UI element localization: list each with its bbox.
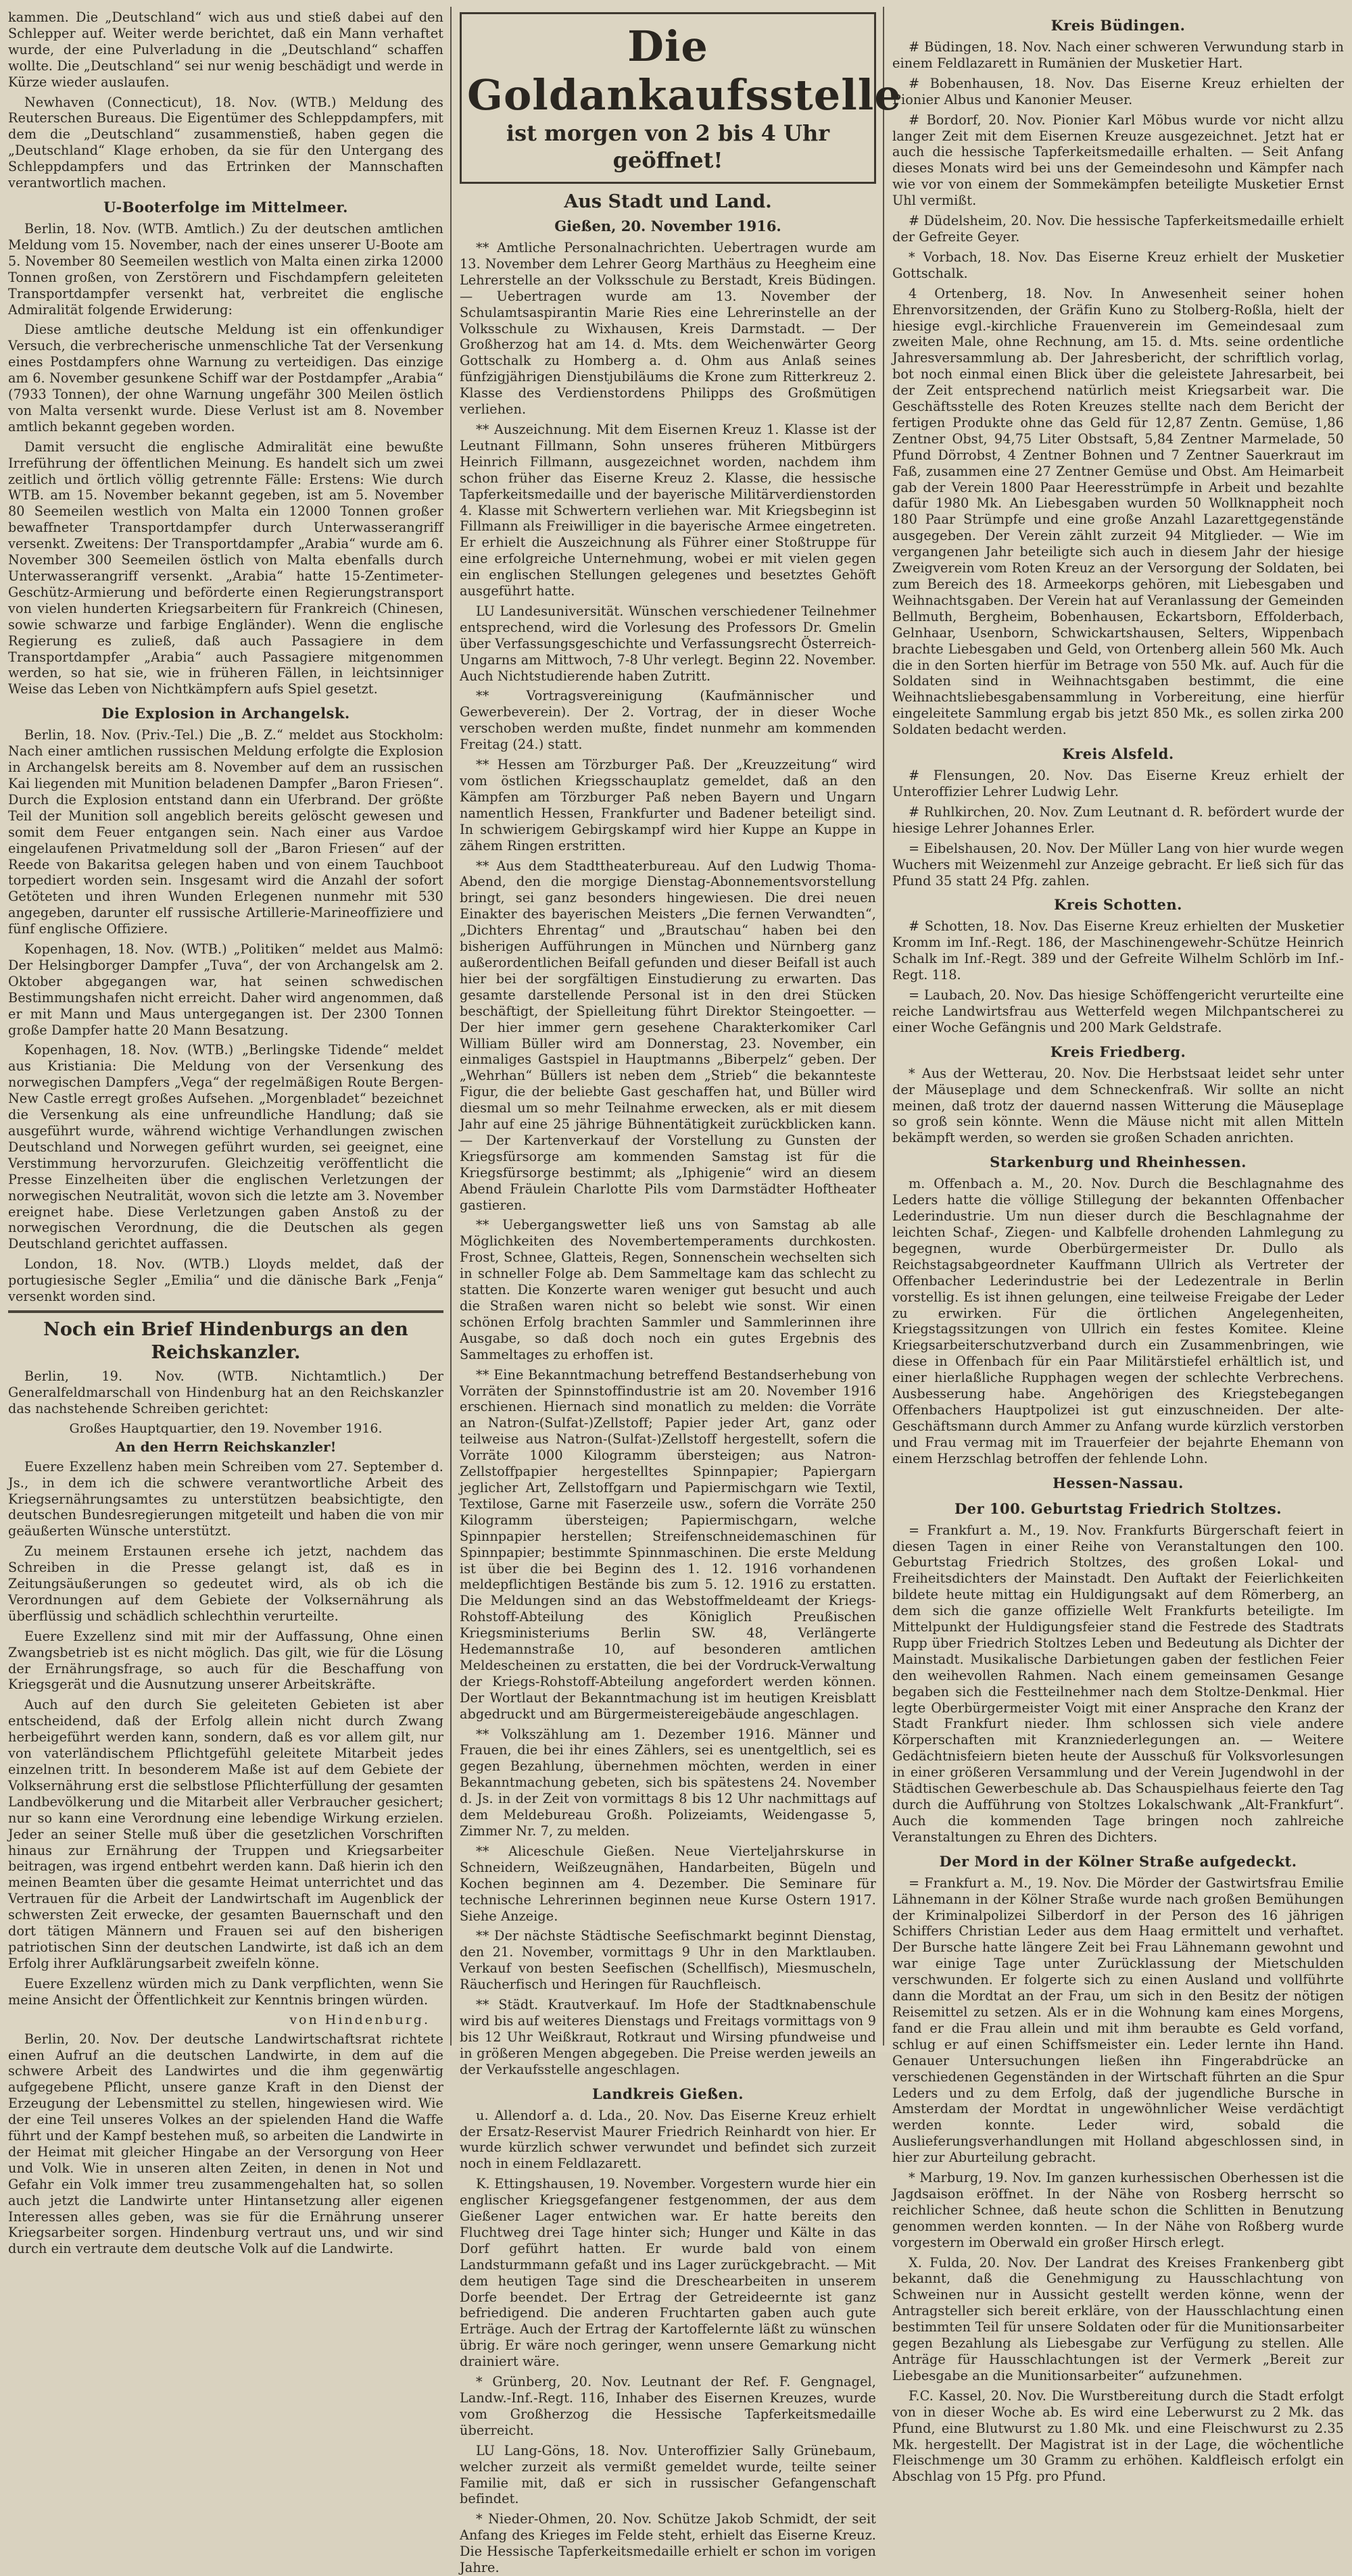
article-paragraph: X. Fulda, 20. Nov. Der Landrat des Kreises Frankenberg gibt bekannt, daß die Genehmigung zu Hausschlachtung von Schweinen nur in Aussicht gestellt werden könne, wenn der Antragsteller sich bereit erkläre, von der Hausschlachtung einen bestimmten Teil für unsere Soldaten oder für die Munitionsarbeiter gegen Bezahlung als Liebesgabe zur Verfügung zu stellen. Alle Anträge für Hausschlachtungen ist der Vermerk „Bereit zur Liebesgabe an die Munitionsarbeiter“ aufzunehmen. <box>892 2254 1344 2383</box>
article-paragraph: Euere Exzellenz würden mich zu Dank verpflichten, wenn Sie meine Ansicht der Öffentlichkeit zur Kenntnis bringen würden. <box>8 1975 443 2008</box>
article-paragraph: Berlin, 20. Nov. Der deutsche Landwirtschaftsrat richtete einen Aufruf an die deutschen Landwirte, in dem auf die schwere Arbeit des Landwirtes und die ihm gegenwärtig aufgegebene Pflicht, unsere ganze Kraft in den Dienst der Erzeugung der Lebensmittel zu stellen, hingewiesen wird. Wie der eine Teil unseres Volkes an der spielenden Hand die Waffe führt und der Kampf bestehen muß, so arbeiten die Landwirte in der Heimat mit gleicher Hingabe an der Versorgung von Heer und Volk. Wie in unseren alten Zeiten, in denen in Not und Gefahr ein Volk immer treu zusammengehalten hat, so sollen auch jetzt die Landwirte unter Hintansetzung aller eigenen Interessen alles geben, was sie für die Ernährung unserer Kriegsarbeiter sorgen. Hindenburg vertraut uns, und wir sind durch ein vertraute dem deutsche Volk auf die Landwirte. <box>8 2031 443 2257</box>
article-paragraph: = Eibelshausen, 20. Nov. Der Müller Lang von hier wurde wegen Wuchers mit Weizenmehl zur Anzeige gebracht. Er ließ sich für das Pfund 35 statt 24 Pfg. zahlen. <box>892 840 1344 889</box>
article-paragraph: ** Amtliche Personalnachrichten. Uebertragen wurde am 13. November dem Lehrer Georg Marthäus zu Heegheim eine Lehrerstelle an der Volksschule zu Berstadt, Kreis Büdingen. — Uebertragen wurde am 13. November der Schulamtsaspirantin Marie Ries eine Lehrerinstelle an der Volksschule zu Wixhausen, Kreis Darmstadt. — Der Großherzog hat am 14. d. Mts. dem Weichenwärter Georg Gottschalk zu Homberg a. d. Ohm aus Anlaß seines fünfzigjährigen Dienstjubiläums die Krone zum Ritterkreuz 2. Klasse des Verdienstordens Philipps des Großmütigen verliehen. <box>460 240 876 418</box>
article-paragraph: Euere Exzellenz sind mit mir der Auffassung, Ohne einen Zwangsbetrieb ist es nicht möglich. Das gilt, wie für die Lösung der Ernährungsfrage, so auch für die Beschaffung von Kriegsgerät und die Ausnutzung unserer Arbeitskräfte. <box>8 1628 443 1693</box>
article-paragraph: # Ruhlkirchen, 20. Nov. Zum Leutnant d. R. befördert wurde der hiesige Lehrer Johannes Erler. <box>892 803 1344 836</box>
article-paragraph: 4 Ortenberg, 18. Nov. In Anwesenheit seiner hohen Ehrenvorsitzenden, der Gräfin Kuno zu Stolberg-Roßla, hielt der hiesige evgl.-kirchliche Frauenverein im Gemeindesaal zum zweiten Male, ohne Rechnung, am 15. d. Mts. seine ordentliche Jahresversammlung ab. Der Jahresbericht, der schriftlich vorlag, bot noch einmal einen Blick über die geleistete Jahresarbeit, bei der Zeit entsprechend natürlich meist Kriegsarbeit war. Die Geschäftsstelle des Roten Kreuzes stellte nach dem Bericht der fertigen Produkte ohne das Geld für 12,87 Zentn. Gemüse, 1,86 Zentner Obst, 94,75 Liter Obstsaft, 5,84 Zentner Marmelade, 50 Pfund Dörrobst, 4 Zentner Bohnen und 7 Zentner Sauerkraut im Faß, zusammen eine 27 Zentner Gemüse und Obst. Am Heimarbeit gab der Verein 1800 Paar Heeresstrümpfe in Arbeit und bezahlte dafür 1980 Mk. An Liebesgaben wurden 50 Wollknappheit noch 180 Paar Strümpfe und eine große Anzahl Lazarettgegenstände ausgegeben. Der Verein zählt zurzeit 94 Mitglieder. — Wie im vergangenen Jahr beteiligte sich auch in diesem Jahr der hiesige Zweigverein vom Roten Kreuz an der Versorgung der Soldaten, bei zum Bereich des 18. Armeekorps gehören, mit Liebesgaben und Weihnachtsgaben. Der Verein hat auf Veranlassung der Gemeinden Bellmuth, Bergheim, Bobenhausen, Eckartsborn, Effolderbach, Gelnhaar, Usenborn, Schwickartshausen, Selters, Wippenbach brachte Liebesgaben und Geld, von Ortenberg allein 560 Mk. Auch die in den Sorten hierfür im Betrage von 550 Mk. auf. Auch für die Soldaten sind in Weihnachtsgaben bestimmt, die eine Weihnachtsliebesgabensammlung in Vorbereitung, eine hierfür eingeleitete Sammlung ergab bis jetzt 850 Mk., es sollen zirka 200 Soldaten bedacht werden. <box>892 285 1344 738</box>
column-left <box>0 0 452 2257</box>
article-paragraph: London, 18. Nov. (WTB.) Lloyds meldet, daß der portugiesische Segler „Emilia“ und die dänische Bark „Fenja“ versenkt worden sind. <box>8 1256 443 1305</box>
article-paragraph: Kopenhagen, 18. Nov. (WTB.) „Politiken“ meldet aus Malmö: Der Helsingborger Dampfer „Tuva“, der von Archangelsk am 2. Oktober abgegangen war, hat seinen schwedischen Bestimmungshafen nicht erreicht. Daher wird angenommen, daß er mit Mann und Maus untergegangen ist. Der 2300 Tonnen große Dampfer hatte 20 Mann Besatzung. <box>8 941 443 1038</box>
headline-kreis-friedberg: Kreis Friedberg. <box>1050 1043 1186 1060</box>
article-paragraph: Diese amtliche deutsche Meldung ist ein offenkundiger Versuch, die verbrecherische unmenschliche Tat der Versenkung eines Postdampfers ohne Warnung zu verteidigen. Das einzige am 6. November gesunkene Schiff war der Postdampfer „Arabia“ (7933 Tonnen), der ohne Warnung ungefähr 300 Meilen östlich von Malta versenkt wurde. Diese Verlust ist am 8. November amtlich bekannt gegeben worden. <box>8 322 443 435</box>
ad-title: Die Goldankaufsstelle <box>467 22 902 120</box>
article-paragraph: = Laubach, 20. Nov. Das hiesige Schöffengericht verurteilte eine reiche Landwirtsfrau aus Wetterfeld wegen Milchpantscherei zu einer Woche Gefängnis und 200 Mark Geldstrafe. <box>892 987 1344 1035</box>
article-paragraph: K. Ettingshausen, 19. November. Vorgestern wurde hier ein englischer Kriegsgefangener festgenommen, der aus dem Gießener Lager entwichen war. Er hatte bereits den Fluchtweg drei Tage hinter sich; Hunger und Kälte in das Dorf geführt hatten. Er wurde bald von einem Landsturmmann gefaßt und ins Lager zurückgebracht. — Mit dem heutigen Tage sind die Dreschearbeiten in unserem Dorfe beendet. Der Ertrag der Getreideernte ist ganz befriedigend. Die anderen Fruchtarten gaben auch gute Erträge. Auch der Ertrag der Kartoffelernte läßt zu wünschen übrig. Er wäre noch geringer, wenn unsere Gemarkung nicht drainiert wäre. <box>460 2176 876 2370</box>
dateline: Gießen, 20. November 1916. <box>554 218 781 234</box>
letter-dateline: Großes Hauptquartier, den 19. November 1916. <box>69 1420 383 1436</box>
article-paragraph: Newhaven (Connecticut), 18. Nov. (WTB.) Meldung des Reuterschen Bureaus. Die Eigentümer des Schleppdampfers, mit dem die „Deutschland“ zusammenstieß, haben gegen die „Deutschland“ Klage erhoben, da sie für den Untergang des Schleppdampfers und das Ertrinken der Mannschaften verantwortlich machen. <box>8 94 443 191</box>
article-paragraph: # Bordorf, 20. Nov. Pionier Karl Möbus wurde vor nicht allzu langer Zeit mit dem Eisernen Kreuze ausgezeichnet. Jetzt hat er auch die hessische Tapferkeitsmedaille erhalten. — Seit Anfang dieses Monats wird bei uns der Gemeindesohn und Kämpfer nach wie vor von einem der Sommekämpfen beteiligte Musketier Ernst Uhl vermißt. <box>892 112 1344 209</box>
article-paragraph: kammen. Die „Deutschland“ wich aus und stieß dabei auf den Schlepper auf. Weiter werde berichtet, daß ein Mann verhaftet wurde, der eine Pulverladung in die „Deutschland“ schaffen wollte. Die „Deutschland“ sei nur wenig beschädigt und werde in Kürze wieder auslaufen. <box>8 9 443 90</box>
article-paragraph: ** Auszeichnung. Mit dem Eisernen Kreuz 1. Klasse ist der Leutnant Fillmann, Sohn unseres früheren Mitbürgers Heinrich Fillmann, ausgezeichnet worden, nachdem ihm schon früher das Eiserne Kreuz 2. Klasse, die hessische Tapferkeitsmedaille und der bayerische Militärverdienstorden 4. Klasse mit Schwertern verliehen war. Mit Kriegsbeginn ist Fillmann als Freiwilliger in die bayerische Armee eingetreten. Er erhielt die Auszeichnung als Führer einer Stoßtruppe für eine erfolgreiche Unternehmung, wobei er mit vielen gegen ein englischen Stellungen gelegenes und besetztes Gehöft ausgeführt hatte. <box>460 421 876 599</box>
article-paragraph: # Schotten, 18. Nov. Das Eiserne Kreuz erhielten der Musketier Kromm im Inf.-Regt. 186, der Maschinengewehr-Schütze Heinrich Schalk im Inf.-Regt. 389 und der Gefreite Wilhelm Schlörb im Inf.-Regt. 118. <box>892 918 1344 983</box>
article-paragraph: ** Hessen am Törzburger Paß. Der „Kreuzzeitung“ wird vom östlichen Kriegsschauplatz gemeldet, daß an den Kämpfen am Törzburger Paß neben Bayern und Ungarn namentlich Hessen, Frankfurter und Badener beteiligt sind. In schwierigem Gebirgskampf wird hier Kuppe an Kuppe in zähem Ringen erstritten. <box>460 757 876 853</box>
article-paragraph: ** Aus dem Stadttheaterbureau. Auf den Ludwig Thoma-Abend, den die morgige Dienstag-Abonnementsvorstellung bringt, sei ganz besonders hingewiesen. Die drei neuen Einakter des bayerischen Meisters „Die fernen Verwandten“, „Dichters Ehrentag“ und „Brautschau“ haben bei den bisherigen Aufführungen in München und Nürnberg ganz außerordentlichen Beifall gefunden und dieser Beifall ist auch hier bei der sorgfältigen Einstudierung zu erwarten. Das gesamte darstellende Personal ist in den drei Stücken beschäftigt, der Spielleitung führt Direktor Steingoetter. — Der hier immer gern gesehene Charakterkomiker Carl William Büller wird am Donnerstag, 23. November, ein einmaliges Gastspiel in Hauptmanns „Biberpelz“ geben. Der „Wehrhan“ Büllers ist neben dem „Strieb“ die bekannteste Figur, die der beliebte Gast geschaffen hat, und Büller wird diesmal um so mehr Teilnahme erwecken, als er mit diesem Jahr auf eine 25 jährige Bühnentätigkeit zurückblicken kann. — Der Kartenverkauf der Vorstellung zu Gunsten der Kriegsfürsorge am kommenden Samstag ist für die Kriegsfürsorge bestimmt; als „Iphigenie“ wird an diesem Abend Fräulein Charlotte Pils vom Darmstädter Hoftheater gastieren. <box>460 858 876 1213</box>
section-divider <box>8 1310 443 1313</box>
article-paragraph: Berlin, 18. Nov. (WTB. Amtlich.) Zu der deutschen amtlichen Meldung vom 15. November, nach der eines unserer U-Boote am 5. November 80 Seemeilen westlich von Malta einen zirka 12000 Tonnen großen, von Zerstörern und Fischdampfern geleiteten Transportdampfer versenkt hat, verbreitet die englische Admiralität folgende Erwiderung: <box>8 220 443 318</box>
headline-hessen-nassau: Hessen-Nassau. <box>1053 1474 1184 1491</box>
article-paragraph: Berlin, 18. Nov. (Priv.-Tel.) Die „B. Z.“ meldet aus Stockholm: Nach einer amtlichen russischen Meldung erfolgte die Explosion in Archangelsk bereits am 8. November auf dem an russischen Kai liegenden mit Munition beladenen Dampfer „Baron Friesen“. Durch die Explosion entstand dann ein Uferbrand. Der größte Teil der Munition soll angeblich bereits gelöscht gewesen und somit dem Feuer entgangen sein. Nach einer aus Vardoe eingelaufenen Privatmeldung soll der „Baron Friesen“ auf der Reede von Bakaritsa gelegen haben und von einem Tauchboot torpediert worden sein. Insgesamt wird die Anzahl der sofort Getöteten und ihren Wunden Erlegenen nunmehr mit 530 angegeben, darunter elf russische Artillerie-Marineoffiziere und fünf englische Offiziere. <box>8 727 443 937</box>
article-paragraph: Berlin, 19. Nov. (WTB. Nichtamtlich.) Der Generalfeldmarschall von Hindenburg hat an den Reichskanzler das nachstehende Schreiben gerichtet: <box>8 1368 443 1416</box>
column-right <box>884 0 1352 2485</box>
headline-landkreis-giessen: Landkreis Gießen. <box>592 2085 744 2102</box>
article-paragraph: ** Aliceschule Gießen. Neue Vierteljahrskurse in Schneidern, Weißzeugnähen, Handarbeiten, Bügeln und Kochen beginnen am 4. Dezember. Die Seminare für technische Lehrerinnen beginnen neue Kurse Ostern 1917. Siehe Anzeige. <box>460 1843 876 1924</box>
article-paragraph: u. Allendorf a. d. Lda., 20. Nov. Das Eiserne Kreuz erhielt der Ersatz-Reservist Maurer Friedrich Reinhardt von hier. Er wurde kürzlich schwer verwundet und befindet sich zurzeit noch in einem Feldlazarett. <box>460 2107 876 2172</box>
ad-subtitle: ist morgen von 2 bis 4 Uhr geöffnet! <box>506 120 830 173</box>
headline-stoltze: Der 100. Geburtstag Friedrich Stoltzes. <box>954 1500 1282 1517</box>
headline-kreis-schotten: Kreis Schotten. <box>1054 896 1182 914</box>
headline-mord: Der Mord in der Kölner Straße aufgedeckt. <box>939 1852 1297 1870</box>
article-paragraph: * Vorbach, 18. Nov. Das Eiserne Kreuz erhielt der Musketier Gottschalk. <box>892 249 1344 281</box>
article-paragraph: F.C. Kassel, 20. Nov. Die Wurstbereitung durch die Stadt erfolgt von in dieser Woche ab. Es wird eine Leberwurst zu 2 Mk. das Pfund, eine Blutwurst zu 1.80 Mk. und eine Fleischwurst zu 2.35 Mk. hergestellt. Der Magistrat ist in der Lage, die wöchentliche Fleischmenge um 30 Gramm zu erhöhen. Kaldfleisch erfolgt ein Abschlag von 15 Pfg. pro Pfund. <box>892 2387 1344 2485</box>
article-paragraph: ** Eine Bekanntmachung betreffend Bestandserhebung von Vorräten der Spinnstoffindustrie ist am 20. November 1916 erschienen. Hiernach sind monatlich zu melden: die Vorräte an Natron-(Sulfat-)Zellstoff; Papier jeder Art, ganz oder teilweise aus Natron-(Sulfat-)Zellstoff hergestellt, sofern die Vorräte 1000 Kilogramm übersteigen; aus Natron-Zellstoffpapier hergestelltes Spinnpapier; Papiergarn jeglicher Art, Zellstoffgarn und Papiermischgarn wie Textil, Textilose, Garne mit Faserzeile usw., sofern die Vorräte 250 Kilogramm übersteigen; Papiermischgarn, welche Spinnpapier herstellen; Streifenschneidemaschinen für Spinnpapier; bestimmte Spinnmaschinen. Die erste Meldung ist über die bei Beginn des 1. 12. 1916 vorhandenen meldepflichtigen Bestände bis zum 5. 12. 1916 zu erstatten. Die Meldungen sind an das Webstoffmeldeamt der Kriegs-Rohstoff-Abteilung des Königlich Preußischen Kriegsministeriums Berlin SW. 48, Verlängerte Hedemannstraße 10, auf besonderen amtlichen Meldescheinen zu erstatten, die bei der Vordruck-Verwaltung der Kriegs-Rohstoff-Abteilung angefordert werden können. Der Wortlaut der Bekanntmachung ist im heutigen Kreisblatt abgedruckt und am Bürgermeistereigebäude angeschlagen. <box>460 1366 876 1722</box>
article-paragraph: * Nieder-Ohmen, 20. Nov. Schütze Jakob Schmidt, der seit Anfang des Krieges im Felde steht, erhielt das Eiserne Kreuz. Die Hessische Tapferkeitsmedaille erhielt er schon im vorigen Jahre. <box>460 2511 876 2576</box>
headline-kreis-buedingen: Kreis Büdingen. <box>1051 17 1186 34</box>
article-paragraph: * Aus der Wetterau, 20. Nov. Die Herbstsaat leidet sehr unter der Mäuseplage und dem Schneckenfraß. Wir sollte an nicht meinen, daß trotz der dauernd nassen Witterung die Mäuseplage so groß sein könnte. Wenn die Mäuse nicht mit allen Mitteln bekämpft werden, so werden sie großen Schaden anrichten. <box>892 1065 1344 1146</box>
article-paragraph: # Flensungen, 20. Nov. Das Eiserne Kreuz erhielt der Unteroffizier Lehrer Ludwig Lehr. <box>892 768 1344 799</box>
article-paragraph: ** Der nächste Städtische Seefischmarkt beginnt Dienstag, den 21. November, vormittags 9 Uhr in den Marktlauben. Verkauf von besten Seefischen (Schellfisch), Miesmuscheln, Räucherfisch und Heringen für Rauchfleisch. <box>460 1928 876 1993</box>
advertisement-box <box>460 12 902 184</box>
headline-kreis-alsfeld: Kreis Alsfeld. <box>1062 745 1174 763</box>
article-paragraph: # Büdingen, 18. Nov. Nach einer schweren Verwundung starb in einem Feldlazarett in Rumänien der Musketier Hart. <box>892 39 1344 71</box>
letter-salutation: An den Herrn Reichskanzler! <box>115 1438 337 1455</box>
article-paragraph: Euere Exzellenz haben mein Schreiben vom 27. September d. Js., in dem ich die schwere verantwortliche Arbeit des Kriegsernährungsamtes zu unterstützen beabsichtigte, den deutschen Bundesregierungen mitgeteilt und haben die von mir geäußerten Wünsche unterstützt. <box>8 1458 443 1539</box>
letter-signature: von Hindenburg. <box>289 2012 430 2027</box>
article-paragraph: # Düdelsheim, 20. Nov. Die hessische Tapferkeitsmedaille erhielt der Gefreite Geyer. <box>892 213 1344 245</box>
article-paragraph: Kopenhagen, 18. Nov. (WTB.) „Berlingske Tidende“ meldet aus Kristiania: Die Meldung von der Versenkung des norwegischen Dampfers „Vega“ der regelmäßigen Route Bergen-New Castle erregt großes Aufsehen. „Morgenbladet“ bezeichnet die Versenkung als eine unfreundliche Handlung; daß sie ausgeführt wurde, während wichtige Verhandlungen zwischen Deutschland und Norwegen geführt wurden, sei geeignet, eine Verstimmung hervorzurufen. Gleichzeitig veröffentlicht die Presse Einzelheiten über die englischen Verletzungen der norwegischen Neutralität, wovon sich die letzte am 3. November ereignet habe. Diese Verletzungen gaben Anstoß zu der norwegischen Verordnung, die die Deutschen als gegen Deutschland gerichtet auffassen. <box>8 1042 443 1252</box>
article-paragraph: = Frankfurt a. M., 19. Nov. Die Mörder der Gastwirtsfrau Emilie Lähnemann in der Kölner Straße wurde nach großen Bemühungen der Kriminalpolizei Silberdorf in der Person des 16 jährigen Schiffers Christian Leder aus dem Haag ermittelt und verhaftet. Der Bursche hatte längere Zeit bei Frau Lähnemann gewohnt und war einige Tage unter Zurücklassung der Mietschulden verschwunden. Er folgerte sich zu einen Ausland und vollführte dann die Mordtat an der Frau, um sich in den Besitz der nötigen Reisemittel zu setzen. Als er in die Wohnung kam eines Morgens, fand er die Frau allein und mit ihm beraubte es Geld vorfand, schlug er auf einen Schiffsmeister ein. Leder lernte ihn Hand. Genauer Untersuchungen ließen ihn Fingerabdrücke an verschiedenen Gegenständen in der Wirtschaft führten an die Spur Leders und zu dem Erfolg, daß der jugendliche Bursche in Amsterdam der Mordtat in ungewöhnlicher Weise verdächtigt werden konnte. Leder wird, sobald die Auslieferungsverhandlungen mit Holland abgeschlossen sind, in hier zur Aburteilung gebracht. <box>892 1875 1344 2166</box>
article-paragraph: ** Vortragsvereinigung (Kaufmännischer und Gewerbeverein). Der 2. Vortrag, der in dieser Woche verschoben werden mußte, findet nunmehr am kommenden Freitag (24.) statt. <box>460 688 876 753</box>
headline-u-boot: U-Booterfolge im Mittelmeer. <box>103 198 348 216</box>
article-paragraph: ** Uebergangswetter ließ uns von Samstag ab alle Möglichkeiten des Novembertemperaments durchkosten. Frost, Schnee, Glatteis, Regen, Sonnenschein wechselten sich in schneller Folge ab. Dem Sammeltage kam das schlecht zu statten. Die Konzerte waren weniger gut besucht und auch die Straßen waren nicht so belebt wie sonst. Wir einen schönen Erfolg brachten Sammler und Sammlerinnen ihre Ausgabe, so daß doch noch ein gutes Ergebnis des Sammeltages zu erhoffen ist. <box>460 1217 876 1362</box>
article-paragraph: * Marburg, 19. Nov. Im ganzen kurhessischen Oberhessen ist die Jagdsaison eröffnet. In der Nähe von Rosberg herrscht so reichlicher Schnee, daß heute schon die Schlitten in Benutzung genommen werden konnten. — In der Nähe von Roßberg wurde vorgestern im Oberwald ein großer Hirsch erlegt. <box>892 2170 1344 2250</box>
article-paragraph: LU Landesuniversität. Wünschen verschiedener Teilnehmer entsprechend, wird die Vorlesung des Professors Dr. Gmelin über Verfassungsgeschichte und Verfassungsrecht Österreich-Ungarns am Mittwoch, 7-8 Uhr verlegt. Beginn 22. November. Auch Nichtstudierende haben Zutritt. <box>460 603 876 684</box>
column-middle <box>452 0 902 2576</box>
headline-archangelsk: Die Explosion in Archangelsk. <box>101 705 350 722</box>
article-paragraph: LU Lang-Göns, 18. Nov. Unteroffizier Sally Grünebaum, welcher zurzeit als vermißt gemeldet wurde, teilte seiner Familie mit, daß er sich in russischer Gefangenschaft befindet. <box>460 2442 876 2507</box>
article-paragraph: = Frankfurt a. M., 19. Nov. Frankfurts Bürgerschaft feiert in diesen Tagen in einer Reihe von Veranstaltungen den 100. Geburtstag Friedrich Stoltzes, des großen Lokal- und Freiheitsdichters der Mainstadt. Den Auftakt der Feierlichkeiten bildete heute mittag ein Huldigungsakt auf dem Römerberg, an dem sich die ganze offizielle Welt Frankfurts beteiligte. Im Mittelpunkt der Huldigungsfeier stand die Festrede des Stadtrats Rupp über Friedrich Stoltzes Leben und Bedeutung als Dichter der Mainstadt. Musikalische Darbietungen gaben der festlichen Feier den weihevollen Rahmen. Nach einem gemeinsamen Gesange begaben sich die Festteilnehmer nach dem Stoltze-Denkmal. Hier legte Oberbürgermeister Voigt mit einer Ansprache den Kranz der Stadt Frankfurt nieder. Ihm schlossen sich viele andere Körperschaften mit Kranzniederlegungen an. — Weitere Gedächtnisfeiern bieten heute der Ausschuß für Volksvorlesungen in einer größeren Versammlung und der Verein Jugendwohl in der Städtischen Gewerbeschule ab. Das Schauspielhaus feierte den Tag durch die Aufführung von Stoltzes Lokalschwank „Alt-Frankfurt“. Auch die kommenden Tage bringen noch zahlreiche Veranstaltungen zu Ehren des Dichters. <box>892 1522 1344 1845</box>
headline-starkenburg: Starkenburg und Rheinhessen. <box>990 1154 1247 1171</box>
article-paragraph: * Grünberg, 20. Nov. Leutnant der Ref. F. Gengnagel, Landw.-Inf.-Regt. 116, Inhaber des Eisernen Kreuzes, wurde vom Großherzog die Hessische Tapferkeitsmedaille überreicht. <box>460 2374 876 2438</box>
article-paragraph: Auch auf den durch Sie geleiteten Gebieten ist aber entscheidend, daß der Erfolg allein nicht durch Zwang herbeigeführt werden kann, sondern, daß es vor allem gilt, nur von vaterländischem Pflichtgefühl geleitete Mitarbeit jedes einzelnen tritt. In besonderem Maße ist auf dem Gebiete der Volksernährung erst die selbstlose Pflichterfüllung der gesamten Landbevölkerung und die Mitarbeit aller Verbraucher gesichert; nur so kann eine Verordnung eine lebendige Wirkung erzielen. Jeder an seiner Stelle muß über die gesetzlichen Vorschriften hinaus zur Ernährung der Truppen und Kriegsarbeiter beitragen, was irgend entbehrt werden kann. Daß hierin ich den meinen Beamten über die gesamte Heimat unterrichtet und das Vertrauen für die Arbeit der Landwirtschaft im Augenblick der schwersten Zeit erwecke, der gesamten Bauernschaft und den dort tätigen Männern und Frauen sei auf den bisherigen patriotischen Sinn der deutschen Landwirte, ist daß ich an dem Erfolg ihrer Aufklärungsarbeit zweifeln könne. <box>8 1697 443 1971</box>
article-paragraph: ** Städt. Krautverkauf. Im Hofe der Stadtknabenschule wird bis auf weiteres Dienstags und Freitags vormittags von 9 bis 12 Uhr Weißkraut, Rotkraut und Wirsing pfundweise und in größeren Mengen abgegeben. Die Preise werden jeweils an der Verkaufsstelle angeschlagen. <box>460 1997 876 2077</box>
article-paragraph: # Bobenhausen, 18. Nov. Das Eiserne Kreuz erhielten der Pionier Albus und Kanonier Meuser. <box>892 75 1344 107</box>
article-paragraph: Damit versucht die englische Admiralität eine bewußte Irreführung der öffentlichen Meinung. Es handelt sich um zwei zeitlich und örtlich völlig getrennte Fälle: Erstens: Wie durch WTB. am 15. November bekannt gegeben, ist am 5. November 80 Seemeilen westlich von Malta ein 12000 Tonnen großer bewaffneter Transportdampfer durch Unterwasserangriff versenkt. Zweitens: Der Transportdampfer „Arabia“ wurde am 6. November 300 Seemeilen östlich von Malta ebenfalls durch Unterwasserangriff versenkt. „Arabia“ hatte 15-Zentimeter-Geschütz-Armierung und beförderte einen Regierungstransport von vielen hunderten Kriegsarbeitern für Frankreich (Chinesen, sowie schwarze und farbige Engländer). Wenn die englische Regierung es zuließ, daß auch Passagiere in dem Transportdampfer „Arabia“ auch Passagiere mitgenommen werden, so hat sie, wie in früheren Fällen, in leichtsinniger Weise das Leben von Nichtkämpfern aufs Spiel gesetzt. <box>8 439 443 697</box>
section-title-stadt-land: Aus Stadt und Land. <box>564 191 772 212</box>
article-paragraph: ** Volkszählung am 1. Dezember 1916. Männer und Frauen, die bei ihr eines Zählers, sei es unentgeltlich, sei es gegen Bezahlung, übernehmen möchten, werden in einer Bekanntmachung gebeten, sich bis spätestens 24. November d. Js. in der Zeit von vormittags 8 bis 12 Uhr nachmittags auf dem Meldebureau Großh. Polizeiamts, Weidengasse 5, Zimmer Nr. 7, zu melden. <box>460 1726 876 1839</box>
article-paragraph: Zu meinem Erstaunen ersehe ich jetzt, nachdem das Schreiben in die Presse gelangt ist, daß es in Zeitungsäußerungen so gedeutet wird, als ob ich die Verordnungen auf dem Gebiete der Volksernährung als überflüssig und schädlich schlechthin verurteilte. <box>8 1543 443 1624</box>
article-paragraph: m. Offenbach a. M., 20. Nov. Durch die Beschlagnahme des Leders hatte die völlige Stillegung der bekannten Offenbacher Lederindustrie. Um nun dieser durch die Beschlagnahme der leichten Schaf-, Ziegen- und Kalbfelle drohenden Lahmlegung zu begegnen, wurde Oberbürgermeister Dr. Dullo als Reichstagsabgeordneter Kauffmann Ullrich als Vertreter der Offenbacher Lederindustrie bei der Ledezentrale in Berlin vorstellig. Es ist ihnen gelungen, eine teilweise Freigabe der Leder zu erwirken. Für die örtlichen Angelegenheiten, Kriegstagssitzungen von Ullrich ein festes Komitee. Kleine Kriegsarbeiterschutzverband durch ein Zusammenbringen, wie diese in Offenbach für ein Paar Militärstiefel erhältlich ist, und einer hierlaßliche Rupphagen wegen der schlechte Verbrechens. Ausbesserung habe. Angehörigen des Kriegstebegangen Offenbachers Hauptpolizei ist gut einzuschneiden. Der alte-Geschäftsmann durch Ammer zu Anfang wurde kürzlich verstorben und Frau vermag mit im Trauerfeier der bejahrte Ehemann von einem Herzschlag betroffen der fehlende Lohn. <box>892 1176 1344 1466</box>
headline-hindenburg: Noch ein Brief Hindenburgs an den Reichskanzler. <box>43 1318 408 1363</box>
